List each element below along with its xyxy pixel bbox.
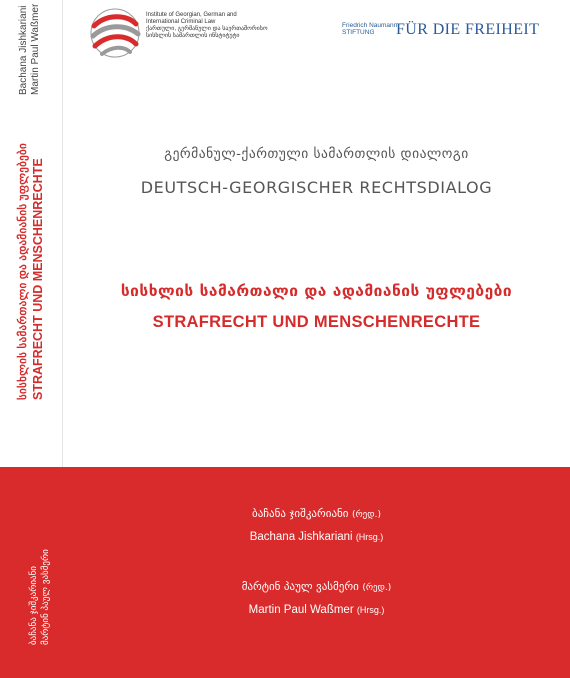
book-title-de: STRAFRECHT UND MENSCHENRECHTE: [152, 313, 481, 331]
editor-name: Martin Paul Waßmer: [248, 604, 354, 616]
series-title-de: DEUTSCH-GEORGISCHER RECHTSDIALOG: [140, 178, 493, 197]
editor-name: ბაჩანა ჯიშკარიანი: [252, 507, 349, 520]
editors-band: [0, 467, 570, 678]
spine-title: [16, 143, 45, 400]
editor-role: (რედ.): [352, 510, 381, 520]
institute-line: სისხლის სამართლის ინსტიტუტი: [146, 33, 240, 39]
series-title-ka: გერმანულ-ქართული სამართლის დიალოგი: [164, 146, 469, 162]
spine-authors-bottom: [28, 549, 52, 645]
spine-bottom-author-2: მარტინ პაულ ვასმერი: [41, 549, 51, 645]
institute-name: [146, 12, 276, 40]
spine-authors: [18, 4, 42, 95]
spine-title-de: STRAFRECHT UND MENSCHENRECHTE: [31, 158, 45, 400]
spine-bottom-author-1: ბაჩანა ჯიშკარიანი: [29, 566, 39, 645]
foundation-name-small: [342, 22, 397, 36]
spine-author-1: Bachana Jishkariani: [18, 5, 29, 95]
institute-line: International Criminal Law: [146, 19, 216, 25]
editor-role: (Hrsg.): [356, 605, 385, 615]
editor-1-ka: [63, 507, 570, 520]
book-title-ka: სისხლის სამართალი და ადამიანის უფლებები: [120, 282, 513, 300]
institute-line: ქართული, გერმანული და საერთაშორისო: [146, 26, 268, 32]
editor-1-de: [63, 531, 570, 543]
foundation-small-line: STIFTUNG: [342, 29, 375, 36]
institute-line: Institute of Georgian, German and: [146, 12, 237, 18]
globe-swirl-icon: [88, 6, 143, 61]
foundation-small-line: Friedrich Naumann: [342, 22, 398, 29]
spine-title-ka: სისხლის სამართალი და ადამიანის უფლებები: [17, 143, 29, 400]
editor-role: (Hrsg.): [355, 532, 384, 542]
editor-role: (რედ.): [362, 583, 392, 593]
editor-name: მარტინ პაულ ვასმერი: [241, 580, 359, 593]
foundation-name-big: FÜR DIE FREIHEIT: [396, 21, 540, 38]
editor-2-de: [63, 604, 570, 616]
editor-2-ka: [63, 580, 570, 593]
spine-author-2: Martin Paul Waßmer: [30, 3, 41, 95]
editor-name: Bachana Jishkariani: [249, 531, 353, 543]
